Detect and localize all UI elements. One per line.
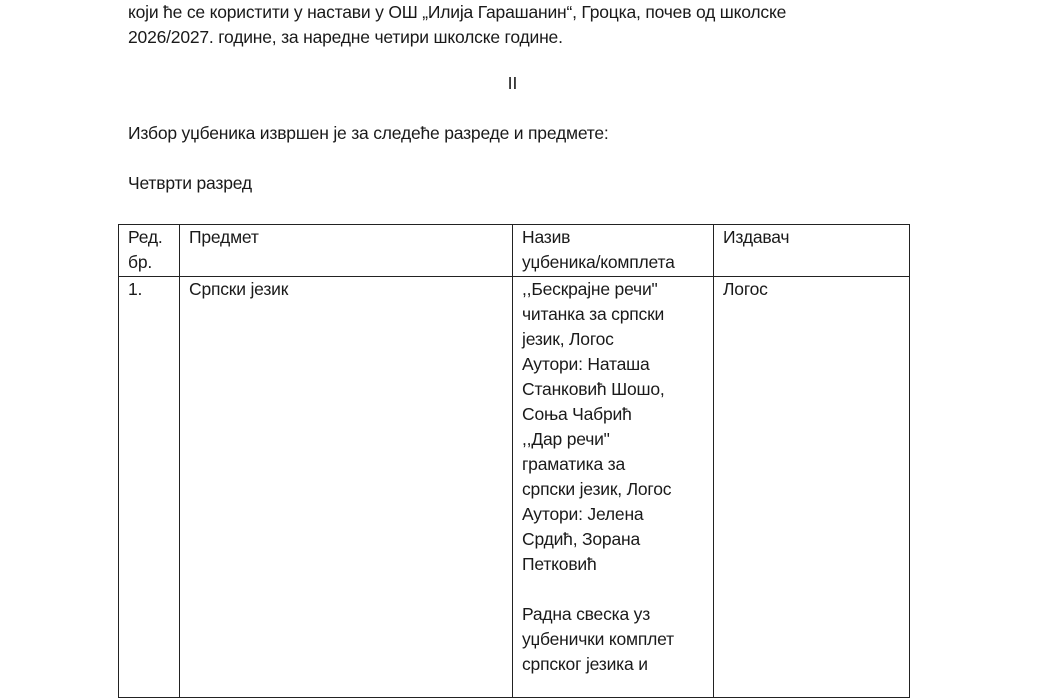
header-publisher-label: Издавач: [723, 227, 790, 247]
intro-text-line-2: 2026/2027. године, за наредне четири школске године.: [128, 27, 563, 47]
title-line: Петковић: [522, 554, 597, 574]
cell-publisher: [714, 277, 910, 698]
cell-title: [513, 277, 714, 698]
title-line: српског језика и: [522, 654, 648, 674]
subject-text: Српски језик: [189, 279, 289, 299]
table-header-row: [119, 225, 910, 277]
textbook-table: [118, 224, 910, 698]
header-publisher: [714, 225, 910, 277]
header-title-line-2: уџбеника/комплета: [522, 252, 675, 272]
title-line: Аутори: Наташа: [522, 354, 650, 374]
title-line: Радна свеска уз: [522, 604, 651, 624]
header-row-number-line-2: бр.: [128, 252, 153, 272]
row-number-text: 1.: [128, 279, 143, 299]
table-row: [119, 277, 910, 698]
title-line: српски језик, Логос: [522, 479, 672, 499]
header-row-number-line-1: Ред.: [128, 227, 163, 247]
title-line: ,,Дар речи": [522, 429, 610, 449]
header-subject-label: Предмет: [189, 227, 259, 247]
title-line: граматика за: [522, 454, 626, 474]
title-line: Соња Чабрић: [522, 404, 632, 424]
header-title: [513, 225, 714, 277]
section-number: II: [507, 73, 518, 93]
header-row-number: [119, 225, 180, 277]
title-line: ,,Бескрајне речи": [522, 279, 658, 299]
cell-subject: [180, 277, 513, 698]
grade-heading: Четврти разред: [128, 173, 252, 193]
choice-statement: Избор уџбеника извршен је за следеће разреде и предмете:: [128, 123, 609, 143]
title-line: језик, Логос: [522, 329, 614, 349]
cell-row-number: [119, 277, 180, 698]
title-line: уџбенички комплет: [522, 629, 674, 649]
header-subject: [180, 225, 513, 277]
title-line: Срдић, Зорана: [522, 529, 640, 549]
blank-line: [522, 577, 705, 602]
title-line: Станковић Шошо,: [522, 379, 665, 399]
title-line: Аутори: Јелена: [522, 504, 644, 524]
title-line: читанка за српски: [522, 304, 665, 324]
publisher-text: Логос: [723, 279, 768, 299]
header-title-line-1: Назив: [522, 227, 571, 247]
intro-text-line-1: који ће се користити у настави у ОШ „Илија Гарашанин“, Гроцка, почев од школске: [128, 2, 787, 22]
